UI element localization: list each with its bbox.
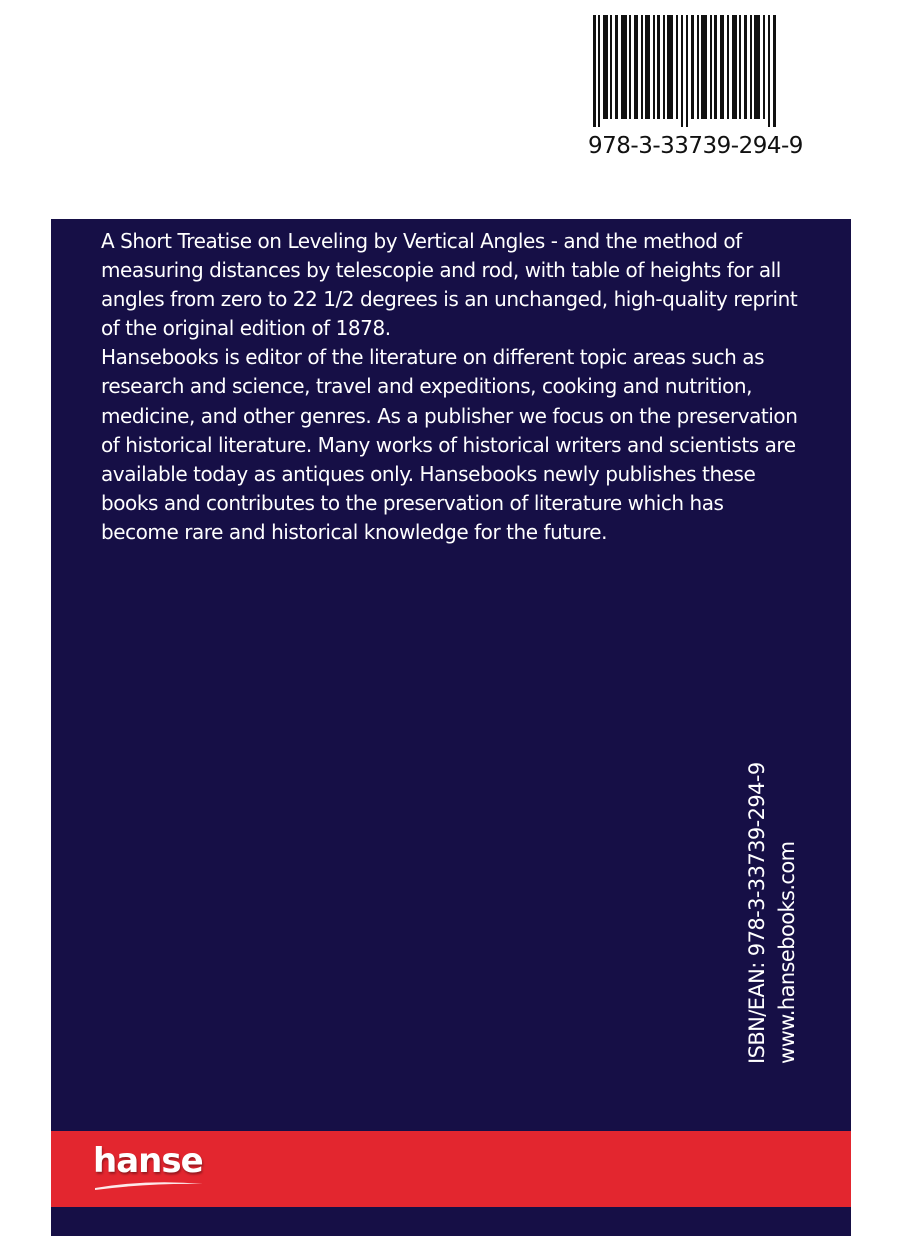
spine-text (742, 759, 808, 1064)
back-cover (51, 219, 851, 1236)
website-text: www.hansebooks.com (775, 841, 799, 1064)
hanse-logo: hanse (93, 1141, 203, 1181)
barcode (588, 15, 803, 165)
logo-swoosh-icon (93, 1179, 205, 1191)
blurb-paragraph-2: Hansebooks is editor of the literature on different topic areas such as research and science, travel and expeditions, cooking and nutrition, medicine, and other genres. As a publisher we focus on the preservation of historical literature. Many works of historical writers and scientists are available today as antiques only. Hansebooks newly publishes these books and contributes to the preservation of literature which has become rare and historical knowledge for the future. (101, 345, 798, 544)
barcode-number: 978-3-33739-294-9 (588, 133, 803, 159)
blurb (101, 227, 801, 547)
barcode-bars (593, 15, 783, 127)
publisher-band (51, 1131, 851, 1207)
isbn-text: ISBN/EAN: 978-3-33739-294-9 (745, 762, 769, 1064)
blurb-paragraph-1: A Short Treatise on Leveling by Vertical Angles - and the method of measuring distances by telescopie and rod, with table of heights for all angles from zero to 22 1/2 degrees is an unchanged, high-quality reprint of the original edition of 1878. (101, 229, 798, 341)
